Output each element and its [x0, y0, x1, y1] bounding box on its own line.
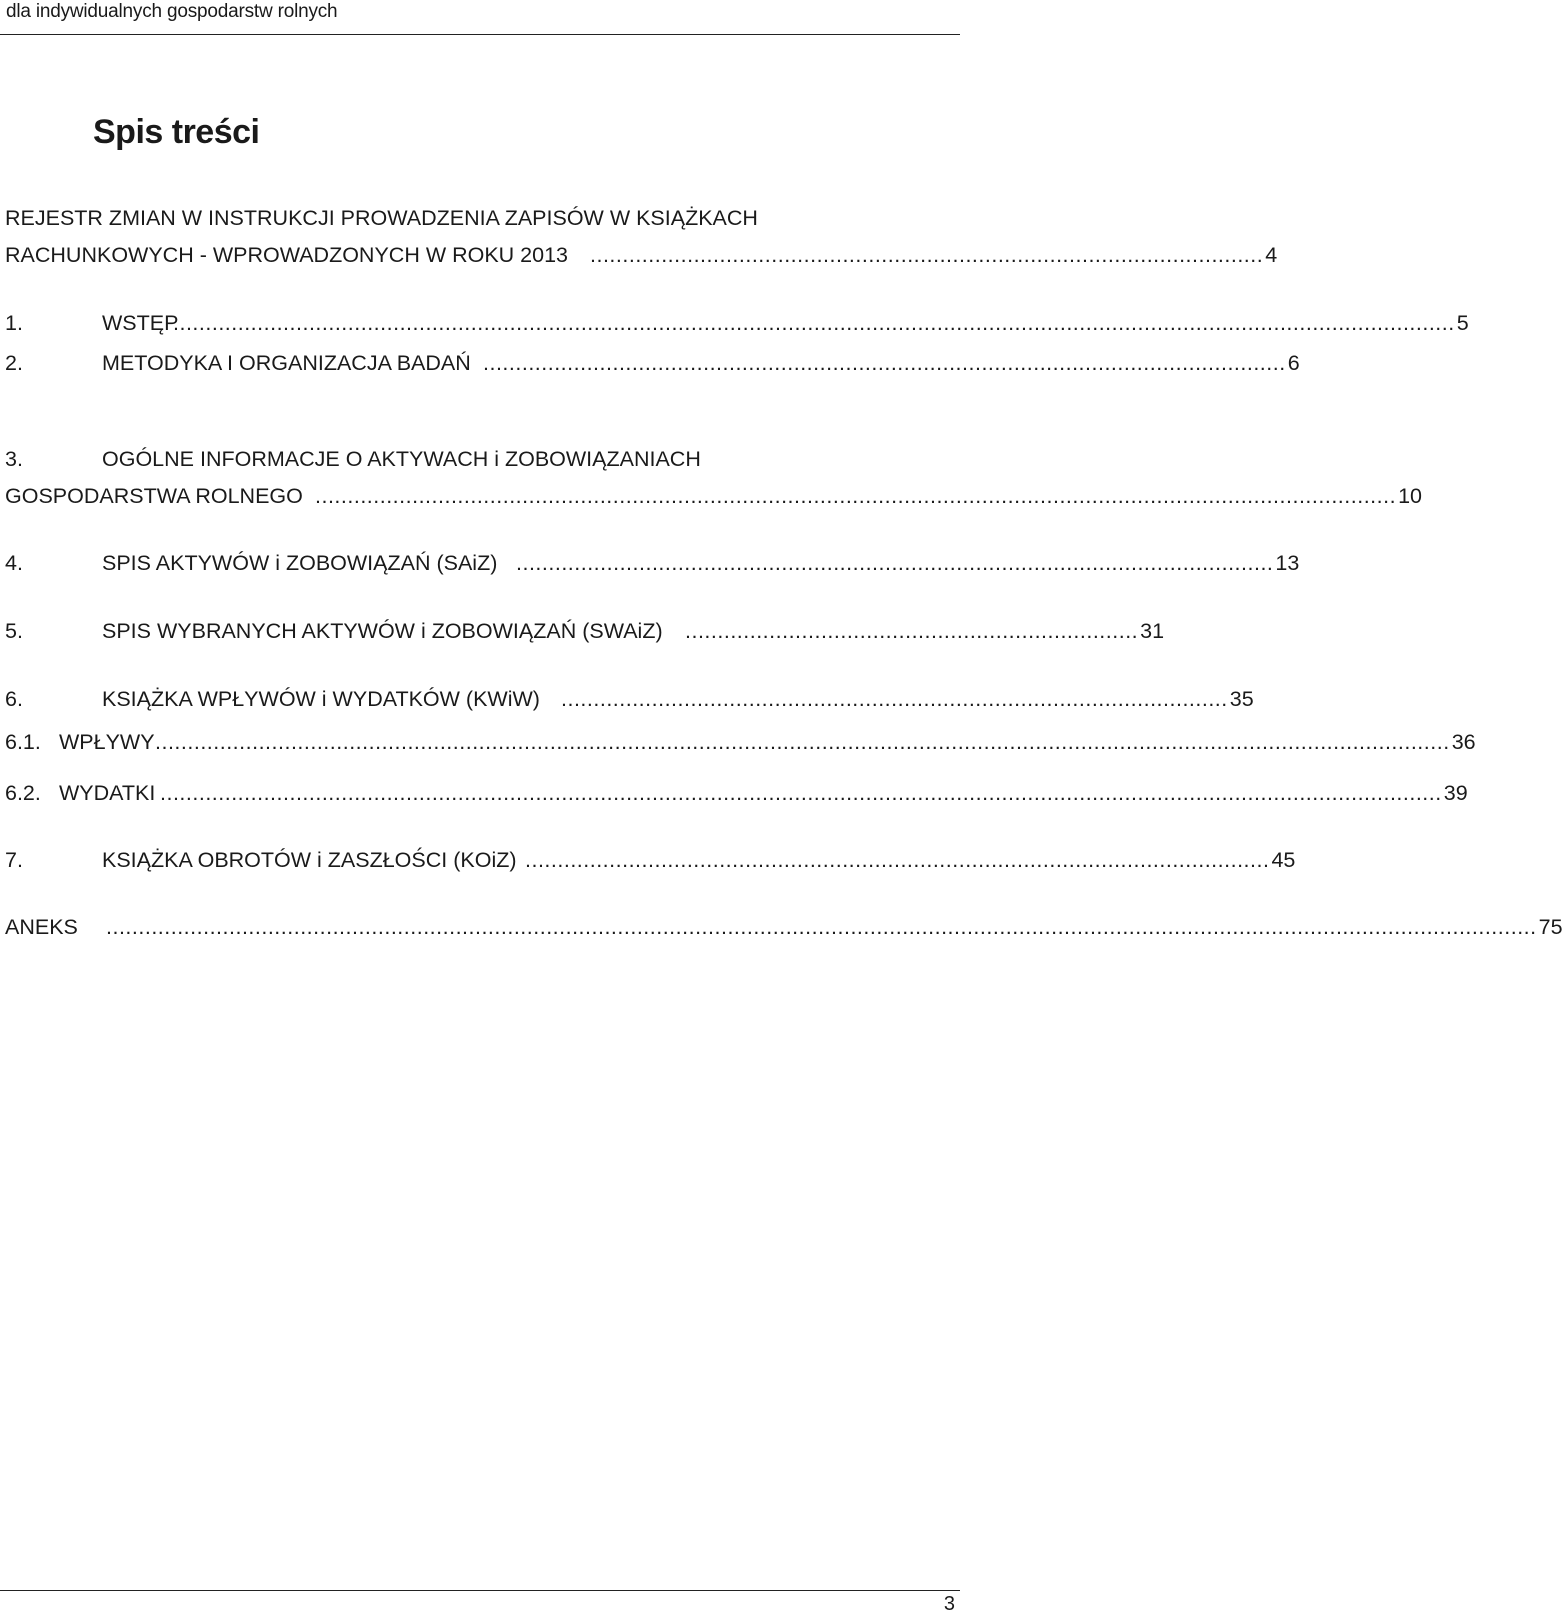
toc-entry-leader [590, 241, 1278, 269]
toc-entry-number: 6.2. [5, 781, 41, 805]
toc-entry-page: 39 [1443, 781, 1468, 805]
toc-entry-number: 2. [5, 351, 23, 375]
dot-leader: ...................................................................................................................................................................................................... [173, 311, 1455, 335]
toc-entry-label: KSIĄŻKA WPŁYWÓW i WYDATKÓW (KWiW) [102, 687, 540, 711]
toc-entry-leader [685, 617, 1165, 645]
toc-entry-label: SPIS WYBRANYCH AKTYWÓW i ZOBOWIĄZAŃ (SWAiZ) [102, 619, 663, 643]
toc-entry-label: RACHUNKOWYCH - WPROWADZONYCH W ROKU 2013 [5, 243, 569, 267]
toc-entry-label: GOSPODARSTWA ROLNEGO [5, 484, 303, 508]
toc-entry-leader [315, 482, 1422, 510]
toc-entry-3-line1[interactable] [5, 445, 950, 473]
dot-leader: ............................................................................................................................................................................................................................. [106, 915, 1537, 939]
toc-entry-page: 31 [1140, 619, 1165, 643]
dot-leader: ...................................................................... [685, 619, 1139, 643]
toc-entry-page: 75 [1538, 915, 1563, 939]
dot-leader: ........................................................................................................ [590, 243, 1264, 267]
toc-entry-page: 6 [1287, 351, 1300, 375]
toc-entry-label: WPŁYWY [59, 730, 155, 754]
dot-leader: ....................................................................................................... [561, 687, 1228, 711]
toc-entry-leader [160, 779, 1468, 807]
toc-entry-label: WSTĘP [102, 311, 179, 335]
dot-leader: ...................................................................................................................................................................................................... [160, 781, 1442, 805]
toc-entry-3-line2[interactable] [5, 482, 1422, 510]
dot-leader: ............................................................................................................................ [483, 351, 1286, 375]
toc-entry-register-line2[interactable] [5, 241, 1278, 269]
toc-entry-page: 35 [1229, 687, 1254, 711]
toc-entry-leader [561, 685, 1254, 713]
toc-entry-leader [483, 349, 1300, 377]
toc-entry-page: 45 [1271, 848, 1296, 872]
toc-entry-label: OGÓLNE INFORMACJE O AKTYWACH i ZOBOWIĄZANIACH [102, 447, 701, 471]
toc-entry-label: METODYKA I ORGANIZACJA BADAŃ [102, 351, 471, 375]
toc-entry-page: 10 [1398, 484, 1422, 508]
dot-leader: ........................................................................................................................................................................................................ [155, 730, 1450, 754]
toc-title: Spis treści [93, 113, 260, 151]
toc-entry-number: 6.1. [5, 730, 41, 754]
toc-entry-number: 6. [5, 687, 23, 711]
toc-entry-number: 4. [5, 551, 23, 575]
dot-leader: ....................................................................................................................................................................... [315, 484, 1397, 508]
toc-entry-label: WYDATKI [59, 781, 156, 805]
dot-leader: ................................................................................................................... [525, 848, 1270, 872]
toc-entry-aneks[interactable] [5, 913, 1563, 941]
toc-entry-2[interactable] [5, 349, 1300, 377]
toc-entry-page: 36 [1451, 730, 1476, 754]
footer-rule [0, 1590, 960, 1591]
toc-entry-6-1[interactable] [5, 728, 1476, 756]
toc-entry-number: 1. [5, 311, 23, 335]
toc-entry-page: 4 [1265, 243, 1278, 267]
running-header [0, 0, 960, 35]
toc-entry-1[interactable] [5, 309, 1469, 337]
toc-entry-6[interactable] [5, 685, 1254, 713]
toc-entry-leader [173, 309, 1469, 337]
toc-entry-page: 13 [1275, 551, 1300, 575]
toc-entry-number: 5. [5, 619, 23, 643]
toc-entry-number: ANEKS [5, 915, 78, 939]
toc-entry-leader [525, 846, 1296, 874]
toc-entry-register-line1[interactable] [5, 204, 950, 232]
toc-entry-number: 7. [5, 848, 23, 872]
toc-entry-6-2[interactable] [5, 779, 1468, 807]
toc-entry-4[interactable] [5, 549, 1300, 577]
toc-entry-leader [106, 913, 1563, 941]
toc-entry-7[interactable] [5, 846, 1296, 874]
toc-entry-label: SPIS AKTYWÓW i ZOBOWIĄZAŃ (SAiZ) [102, 551, 498, 575]
toc-entry-page: 5 [1456, 311, 1469, 335]
dot-leader: ..................................................................................................................... [516, 551, 1274, 575]
toc-entry-5[interactable] [5, 617, 1165, 645]
toc-entry-label: REJESTR ZMIAN W INSTRUKCJI PROWADZENIA ZAPISÓW W KSIĄŻKACH [5, 206, 758, 230]
running-header-text: dla indywidualnych gospodarstw rolnych [6, 1, 338, 22]
toc-entry-leader [516, 549, 1300, 577]
toc-entry-number: 3. [5, 447, 23, 471]
page-number: 3 [943, 1593, 955, 1615]
toc-entry-label: KSIĄŻKA OBROTÓW i ZASZŁOŚCI (KOiZ) [102, 848, 517, 872]
toc-entry-leader [155, 728, 1476, 756]
